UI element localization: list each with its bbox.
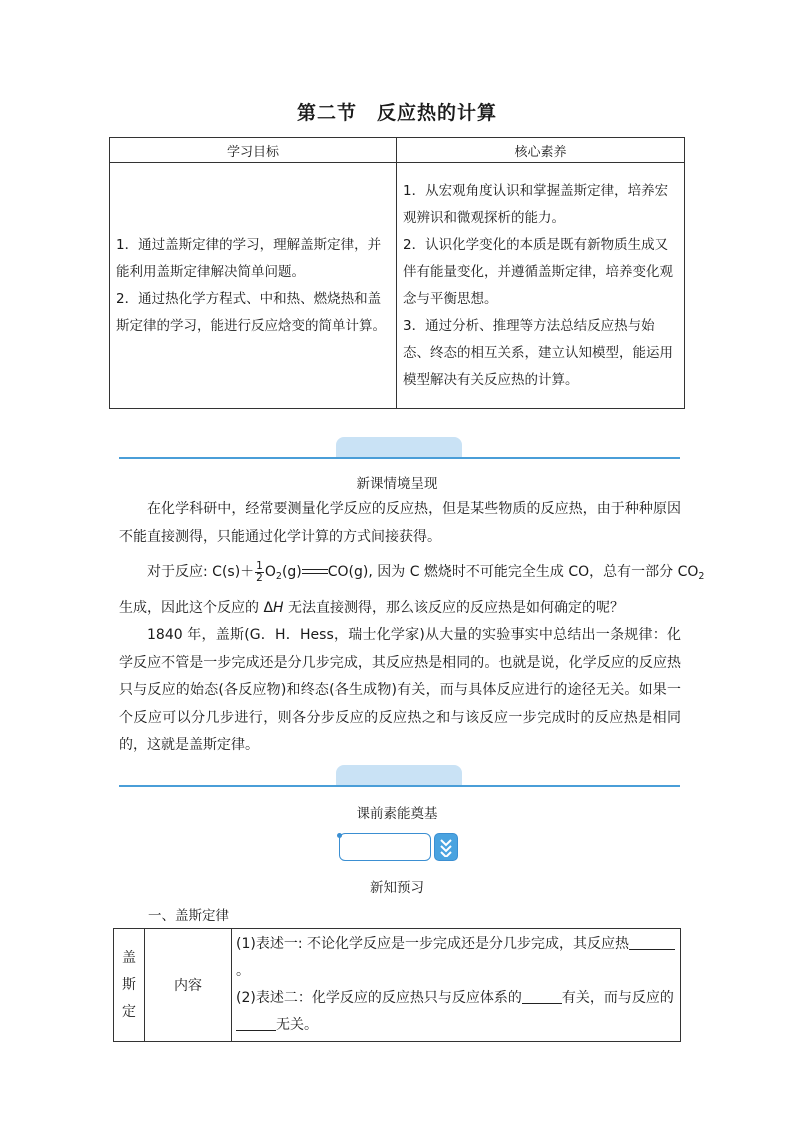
- goals-header-right: 核心素养: [397, 138, 685, 163]
- goals-table: [109, 137, 685, 409]
- goals-header-left: 学习目标: [110, 138, 397, 163]
- statement-2-mid: 有关，而与反应的: [561, 990, 674, 1006]
- formula-continuation: [119, 596, 681, 620]
- statement-1-end: 。: [236, 963, 250, 979]
- section-heading-preview: 课前素能奠基: [356, 806, 438, 822]
- law-row-header: [114, 929, 145, 1042]
- law-content-cell: [232, 929, 681, 1042]
- fill-blank[interactable]: [629, 935, 675, 950]
- badge-dot-icon: [337, 833, 342, 838]
- literacy-item: 1．从宏观角度认识和掌握盖斯定律，培养宏观辨识和微观探析的能力。: [403, 182, 669, 226]
- goals-left-cell: [110, 163, 397, 409]
- goals-right-cell: [397, 163, 685, 409]
- row-header-char: 定: [122, 1003, 136, 1020]
- page-title: 第二节 反应热的计算: [296, 102, 497, 124]
- goal-item: 2．通过热化学方程式、中和热、燃烧热和盖斯定律的学习，能进行反应焓变的简单计算。: [116, 290, 386, 334]
- section-banner: [119, 437, 680, 465]
- enthalpy-symbol: H: [273, 600, 284, 616]
- chevron-down-icon: [434, 833, 458, 861]
- formula-mid: (g): [281, 564, 302, 580]
- statement-2-text: (2)表述二：化学反应的反应热只与反应体系的: [236, 990, 522, 1006]
- preview-badge: [339, 833, 461, 861]
- equals-arrow-icon: [302, 567, 328, 577]
- intro-paragraph: 在化学科研中，经常要测量化学反应的反应热，但是某些物质的反应热，由于种种原因不能直接测得，只能通过化学计算的方式间接获得。: [119, 501, 681, 545]
- fraction-denominator: 2: [256, 571, 263, 584]
- badge-box: [339, 833, 431, 861]
- fraction-numerator: 1: [256, 559, 263, 572]
- law-statement-2: [236, 985, 676, 1012]
- cont-suffix: 无法直接测得，那么该反应的反应热是如何确定的呢？: [283, 600, 625, 616]
- fill-blank[interactable]: [522, 989, 562, 1004]
- banner-line: [119, 457, 680, 459]
- cont-prefix: 生成，因此这个反应的 Δ: [119, 600, 274, 616]
- literacy-item: 2．认识化学变化的本质是既有新物质生成又伴有能量变化，并遵循盖斯定律，培养变化观念与平衡思想。: [403, 236, 673, 307]
- section-banner: [119, 765, 680, 793]
- point-heading: 一、盖斯定律: [148, 908, 229, 924]
- statement-1-text: (1)表述一: 不论化学反应是一步完成还是分几步完成，其反应热: [236, 936, 629, 952]
- hess-law-table: [113, 928, 681, 1042]
- formula-o2: O: [264, 564, 276, 580]
- banner-tab: [336, 765, 462, 785]
- fraction: [255, 561, 264, 584]
- literacy-item: 3．通过分析、推理等方法总结反应热与始态、终态的相互关系，建立认知模型，能运用模型解决有关反应热的计算。: [403, 317, 673, 388]
- law-statement-1: [236, 931, 676, 985]
- goal-item: 1．通过盖斯定律的学习，理解盖斯定律，并能利用盖斯定律解决简单问题。: [116, 236, 382, 280]
- formula-co2-subscript: 2: [698, 571, 705, 582]
- statement-3-end: 无关。: [276, 1017, 318, 1033]
- hess-paragraph: 1840 年，盖斯(G．H．Hess，瑞士化学家)从大量的实验事实中总结出一条规律：化学反应不管是一步完成还是分几步完成，其反应热是相同的。也就是说，化学反应的反应热只与反应的始态(各反应物)和终态(各生成物)有关，而与具体反应进行的途径无关。如果一个反应可以分几步进行，则各分步反应的反应热之和与该反应一步完成时的反应热是相同的，这就是盖斯定律。: [119, 627, 681, 753]
- law-statement-3: [236, 1012, 676, 1039]
- row-header-char: 盖: [122, 949, 136, 966]
- reaction-formula-line: [147, 560, 704, 589]
- fill-blank[interactable]: [236, 1016, 276, 1031]
- banner-line: [119, 785, 680, 787]
- row-header-char: 斯: [122, 976, 136, 993]
- formula-o2-subscript: 2: [275, 571, 282, 582]
- sub-heading: 新知预习: [370, 880, 424, 896]
- section-heading-intro: 新课情境呈现: [356, 476, 438, 492]
- formula-product: CO(g), 因为 C 燃烧时不可能完全生成 CO，总有一部分 CO: [327, 564, 699, 580]
- law-content-label: 内容: [145, 929, 232, 1042]
- formula-prefix: 对于反应: C(s)＋: [147, 564, 255, 580]
- banner-tab: [336, 437, 462, 457]
